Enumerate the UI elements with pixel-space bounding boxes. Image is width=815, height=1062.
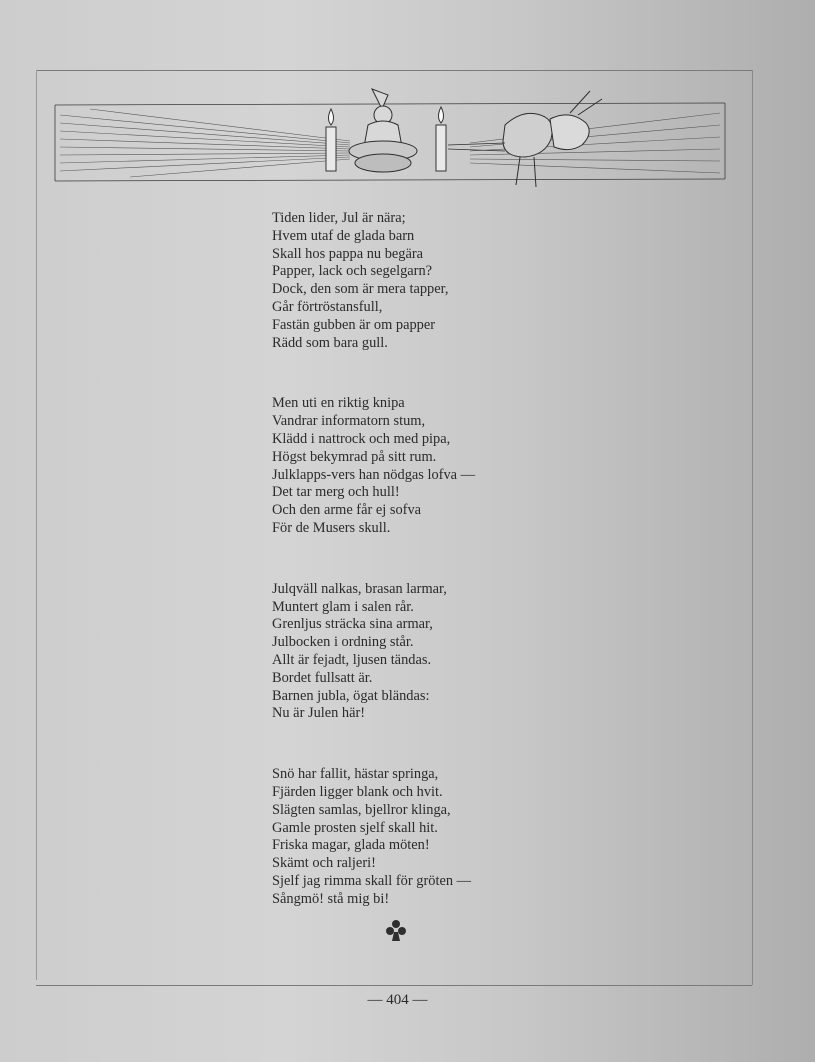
- poem-line: Men uti en riktig knipa: [272, 395, 405, 412]
- poem-line: Hvem utaf de glada barn: [272, 227, 415, 244]
- poem-line: Friska magar, glada möten!: [272, 837, 430, 854]
- poem-line: Går förtröstansfull,: [272, 298, 383, 315]
- poem-line: Barnen jubla, ögat bländas:: [272, 687, 430, 704]
- poem-line: Bordet fullsatt är.: [272, 669, 373, 686]
- poem-line: Vandrar informatorn stum,: [272, 413, 426, 430]
- stanza-2: [272, 395, 572, 537]
- poem-line: Det tar merg och hull!: [272, 484, 400, 501]
- poem-line: Julbocken i ordning står.: [272, 634, 414, 651]
- poem-line: För de Musers skull.: [272, 519, 391, 536]
- poem-line: Nu är Julen här!: [272, 705, 366, 722]
- poem-line: Dock, den som är mera tapper,: [272, 281, 449, 298]
- stanza-1: [272, 210, 572, 352]
- frame-line-right: [752, 70, 753, 985]
- page-number: — 404 —: [367, 992, 428, 1008]
- fleuron-icon: [383, 918, 409, 944]
- frame-line-top: [36, 70, 752, 71]
- poem-line: Skämt och raljeri!: [272, 855, 376, 872]
- poem-line: Och den arme får ej sofva: [272, 502, 422, 519]
- poem-line: Tiden lider, Jul är nära;: [272, 210, 406, 226]
- poem-line: Slägten samlas, bjellror klinga,: [272, 801, 451, 818]
- poem-line: Rädd som bara gull.: [272, 334, 388, 351]
- frame-line-bottom: [36, 985, 752, 986]
- christmas-vignette-icon: [50, 85, 730, 195]
- poem-line: Klädd i nattrock och med pipa,: [272, 430, 451, 447]
- poem-line: Fjärden ligger blank och hvit.: [272, 783, 443, 800]
- poem-line: Papper, lack och segelgarn?: [272, 263, 433, 280]
- poem-line: Högst bekymrad på sitt rum.: [272, 448, 437, 465]
- poem-text: [272, 210, 572, 909]
- poem-line: Fastän gubben är om papper: [272, 316, 436, 333]
- stanza-4: [272, 766, 572, 908]
- poem-line: Sjelf jag rimma skall för gröten —: [272, 872, 472, 889]
- poem-line: Muntert glam i salen rår.: [272, 598, 414, 615]
- poem-line: Allt är fejadt, ljusen tändas.: [272, 651, 432, 668]
- frame-line-left: [36, 70, 37, 980]
- poem-line: Gamle prosten sjelf skall hit.: [272, 819, 438, 836]
- poem-line: Sångmö! stå mig bi!: [272, 890, 390, 907]
- poem-line: Snö har fallit, hästar springa,: [272, 766, 439, 783]
- poem-line: Julqväll nalkas, brasan larmar,: [272, 580, 447, 597]
- poem-line: Grenljus sträcka sina armar,: [272, 616, 433, 633]
- stanza-3: [272, 581, 572, 723]
- poem-line: Julklapps-vers han nödgas lofva —: [272, 466, 476, 483]
- poem-line: Skall hos pappa nu begära: [272, 245, 424, 262]
